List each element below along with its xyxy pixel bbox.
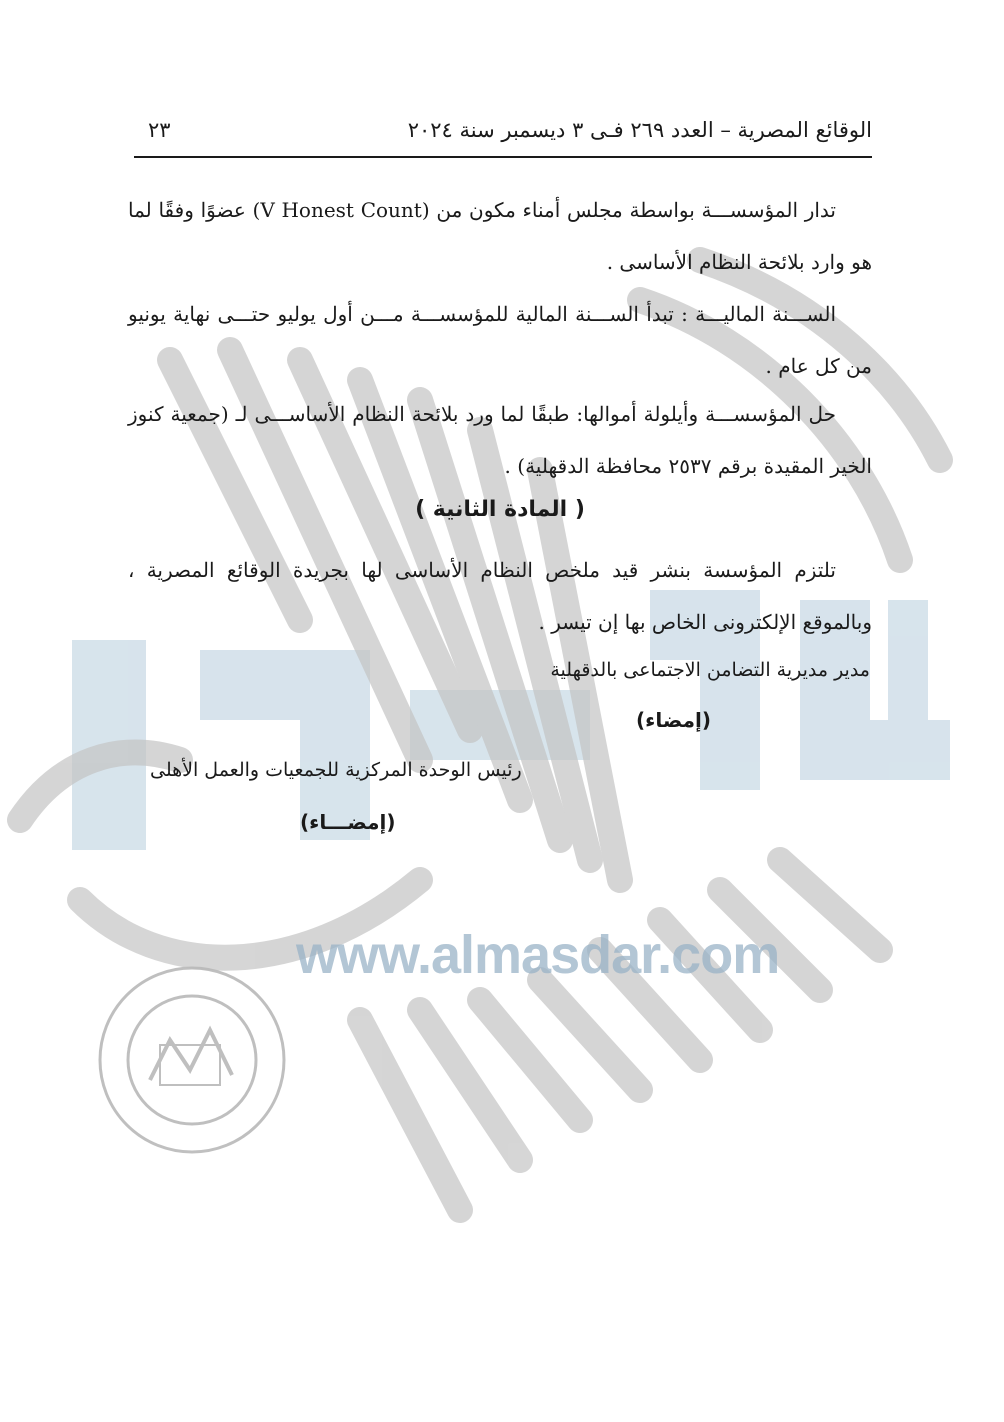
header-divider: [134, 156, 872, 158]
page-header: [134, 112, 872, 152]
watermark-url: www.almasdar.com: [296, 925, 780, 985]
paragraph-text: تلتزم المؤسسة بنشر قيد ملخص النظام الأساسى لها بجريدة الوقائع المصرية ، وبالموقع الإلكترونى الخاص بها إن تيسر .: [128, 558, 872, 634]
paragraph-fiscal-year: [128, 288, 872, 392]
paragraph-text: الســـنة الماليـــة : تبدأ الســـنة المالية للمؤسســـة مـــن أول يوليو حتـــى نهاية يونيو من كل عام .: [128, 302, 872, 378]
central-unit-head-signature: (إمضـــاء): [300, 810, 396, 834]
gazette-issue-title: الوقائع المصرية – العدد ٢٦٩ فـى ٣ ديسمبر سنة ٢٠٢٤: [407, 118, 872, 142]
central-unit-head-title: رئيس الوحدة المركزية للجمعيات والعمل الأهلى: [150, 759, 522, 781]
article-heading: ( المادة الثانية ): [415, 497, 585, 522]
paragraph-text: حل المؤسســـة وأيلولة أموالها: طبقًا لما ورد بلائحة النظام الأساســـى لـ (جمعية كنوز الخير المقيدة برقم ٢٥٣٧ محافظة الدقهلية) .: [128, 402, 872, 478]
paragraph-board-of-trustees: [128, 184, 872, 288]
paragraph-dissolution: [128, 388, 872, 492]
director-title: مدير مديرية التضامن الاجتماعى بالدقهلية: [550, 659, 870, 681]
paragraph-publication: [128, 544, 872, 648]
paragraph-text: تدار المؤسســـة بواسطة مجلس أمناء مكون من (V Honest Count) عضوًا وفقًا لما هو وارد بلائحة النظام الأساسى .: [128, 198, 872, 274]
page-number: ٢٣: [148, 118, 171, 142]
seal-stamp: [100, 968, 284, 1152]
director-signature: (إمضاء): [636, 708, 711, 732]
